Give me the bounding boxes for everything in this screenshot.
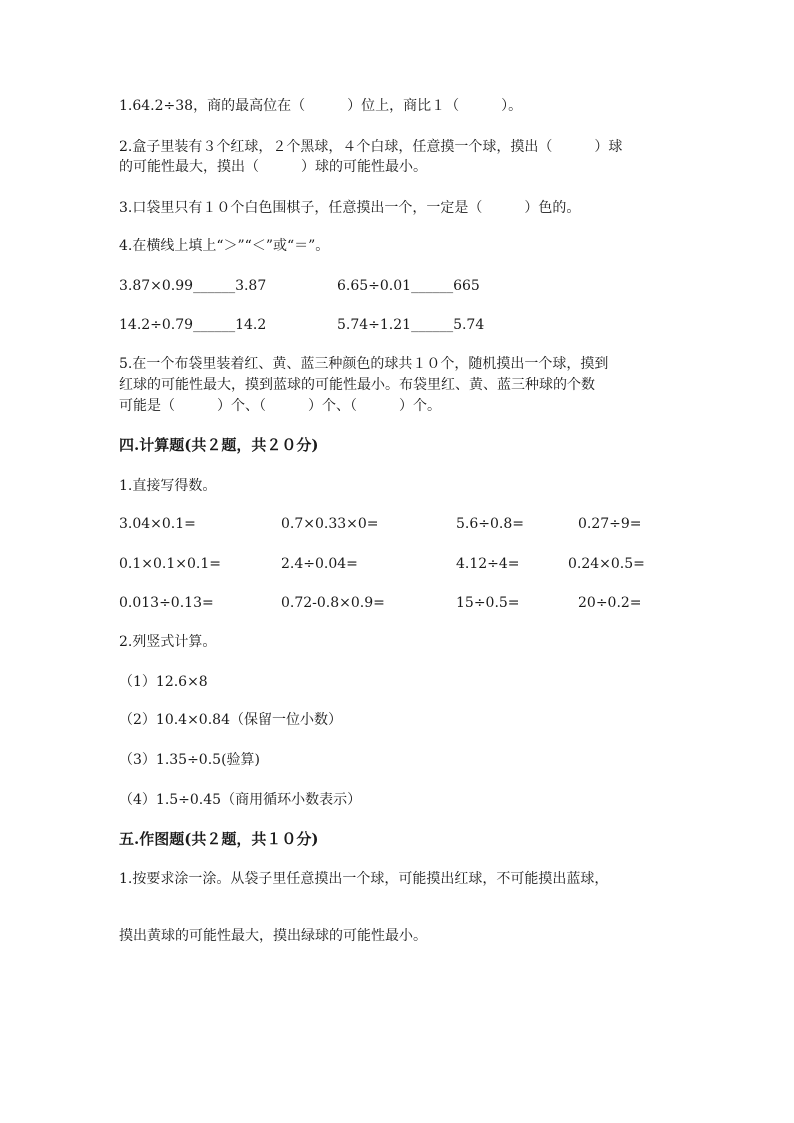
calc-item: 0.24×0.5= [568,556,645,572]
calc-item: 5.6÷0.8= [456,516,524,532]
vertical-calc-item: （1）12.6×8 [119,674,208,690]
calc-item: 0.27÷9= [578,516,642,532]
section-4-title: 四.计算题(共２题，共２０分) [119,436,319,454]
vertical-calc-item: （2）10.4×0.84（保留一位小数） [119,712,342,728]
question-5-line-1: 5.在一个布袋里装着红、黄、蓝三种颜色的球共１０个，随机摸出一个球，摸到 [119,356,609,372]
calc-item: 0.013÷0.13= [119,595,214,611]
calc-item: 3.04×0.1= [119,516,196,532]
section-5-q1-line-1: 1.按要求涂一涂。从袋子里任意摸出一个球，可能摸出红球，不可能摸出蓝球， [119,871,609,887]
question-5-line-2: 红球的可能性最大，摸到蓝球的可能性最小。布袋里红、黄、蓝三种球的个数 [119,377,595,393]
vertical-calc-item: （4）1.5÷0.45（商用循环小数表示） [119,792,362,808]
section-4-q1-title: 1.直接写得数。 [119,478,217,494]
compare-item: 14.2÷0.79______14.2 [119,317,267,333]
calc-item: 0.1×0.1×0.1= [119,556,221,572]
calc-item: 0.7×0.33×0= [281,516,379,532]
calc-item: 2.4÷0.04= [281,556,358,572]
compare-item: 6.65÷0.01______665 [337,278,480,294]
section-5-q1-line-2: 摸出黄球的可能性最大，摸出绿球的可能性最小。 [119,928,427,944]
section-4-q2-title: 2.列竖式计算。 [119,634,217,650]
question-2-line-1: 2.盒子里装有３个红球，２个黑球，４个白球，任意摸一个球，摸出（ ）球 [119,139,623,155]
section-5-title: 五.作图题(共２题，共１０分) [119,830,319,848]
calc-item: 4.12÷4= [456,556,520,572]
question-1: 1.64.2÷38，商的最高位在（ ）位上，商比１（ ）。 [119,98,523,114]
question-4: 4.在横线上填上“＞”“＜”或“＝”。 [119,238,330,254]
calc-item: 0.72-0.8×0.9= [281,595,385,611]
calc-item: 15÷0.5= [456,595,520,611]
calc-item: 20÷0.2= [578,595,642,611]
vertical-calc-item: （3）1.35÷0.5(验算) [119,752,260,768]
compare-item: 5.74÷1.21______5.74 [337,317,485,333]
question-2-line-2: 的可能性最大，摸出（ ）球的可能性最小。 [119,159,427,175]
question-5-line-3: 可能是（ ）个、（ ）个、（ ）个。 [119,398,441,414]
question-3: 3.口袋里只有１０个白色围棋子，任意摸出一个，一定是（ ）色的。 [119,200,581,216]
compare-item: 3.87×0.99______3.87 [119,278,267,294]
